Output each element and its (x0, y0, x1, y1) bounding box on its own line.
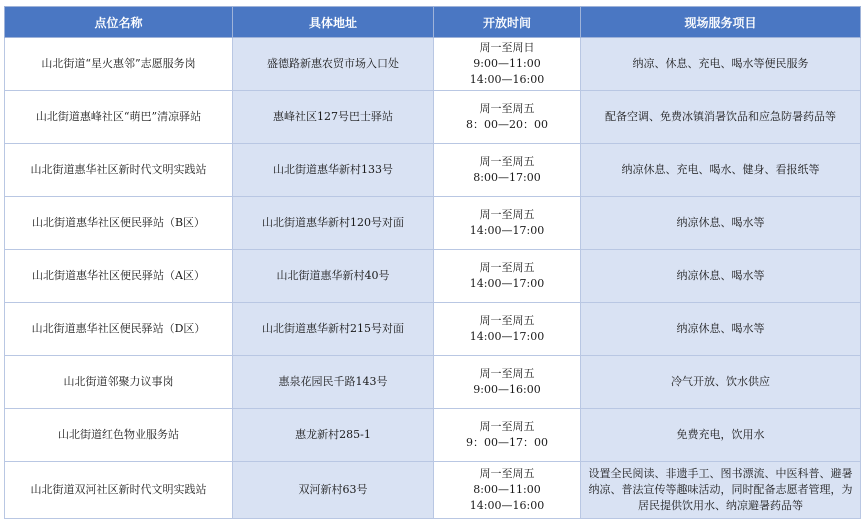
hours-slot: 14:00—17:00 (469, 224, 545, 237)
station-name: 山北街道惠华社区便民驿站（D区） (5, 303, 233, 356)
header-hours: 开放时间 (434, 7, 581, 38)
station-hours (434, 303, 581, 356)
station-services: 纳凉休息、喝水等 (581, 303, 861, 356)
table-row (5, 91, 861, 144)
service-station-table (4, 6, 861, 519)
station-hours (434, 409, 581, 462)
table-row (5, 356, 861, 409)
station-services: 纳凉休息、充电、喝水、健身、看报纸等 (581, 144, 861, 197)
station-address: 山北街道惠华新村40号 (233, 250, 434, 303)
hours-days: 周一至周五 (479, 261, 535, 274)
hours-slot: 14:00—17:00 (469, 277, 545, 290)
hours-days: 周一至周日 (479, 41, 535, 54)
station-name: 山北街道惠华社区便民驿站（A区） (5, 250, 233, 303)
table-row (5, 409, 861, 462)
station-name: 山北街道“星火惠邻”志愿服务岗 (5, 38, 233, 91)
hours-slot: 14:00—16:00 (469, 73, 545, 86)
header-address: 具体地址 (233, 7, 434, 38)
station-services: 配备空调、免费冰镇消暑饮品和应急防暑药品等 (581, 91, 861, 144)
station-services: 冷气开放、饮水供应 (581, 356, 861, 409)
station-services: 免费充电，饮用水 (581, 409, 861, 462)
hours-slot: 14:00—17:00 (469, 330, 545, 343)
station-services: 设置全民阅读、非遗手工、图书漂流、中医科普、避暑纳凉、普法宣传等趣味活动，同时配备志愿者管理，为居民提供饮用水、纳凉避暑药品等 (581, 462, 861, 519)
station-name: 山北街道惠华社区新时代文明实践站 (5, 144, 233, 197)
hours-slot: 8:00—17:00 (473, 171, 541, 184)
table-row (5, 144, 861, 197)
station-address: 山北街道惠华新村120号对面 (233, 197, 434, 250)
station-address: 惠峰社区127号巴士驿站 (233, 91, 434, 144)
station-name: 山北街道红色物业服务站 (5, 409, 233, 462)
station-hours (434, 38, 581, 91)
station-address: 惠泉花园民千路143号 (233, 356, 434, 409)
hours-slot: 9：00—17：00 (466, 436, 548, 449)
station-hours (434, 462, 581, 519)
hours-days: 周一至周五 (479, 467, 535, 480)
header-services: 现场服务项目 (581, 7, 861, 38)
station-name: 山北街道双河社区新时代文明实践站 (5, 462, 233, 519)
station-address: 双河新村63号 (233, 462, 434, 519)
hours-days: 周一至周五 (479, 314, 535, 327)
hours-days: 周一至周五 (479, 420, 535, 433)
hours-slot: 9:00—16:00 (473, 383, 541, 396)
table-row (5, 303, 861, 356)
station-address: 盛德路新惠农贸市场入口处 (233, 38, 434, 91)
hours-slot: 14:00—16:00 (469, 499, 545, 512)
header-name: 点位名称 (5, 7, 233, 38)
table-row (5, 197, 861, 250)
hours-slot: 8:00—11:00 (473, 483, 541, 496)
station-hours (434, 250, 581, 303)
station-name: 山北街道邻聚力议事岗 (5, 356, 233, 409)
hours-days: 周一至周五 (479, 208, 535, 221)
station-address: 山北街道惠华新村133号 (233, 144, 434, 197)
station-hours (434, 197, 581, 250)
station-services: 纳凉休息、喝水等 (581, 250, 861, 303)
table-row (5, 250, 861, 303)
hours-days: 周一至周五 (479, 367, 535, 380)
station-services: 纳凉休息、喝水等 (581, 197, 861, 250)
table-header-row (5, 7, 861, 38)
hours-days: 周一至周五 (479, 102, 535, 115)
station-hours (434, 144, 581, 197)
station-hours (434, 91, 581, 144)
hours-days: 周一至周五 (479, 155, 535, 168)
station-name: 山北街道惠峰社区“萌巴”清凉驿站 (5, 91, 233, 144)
hours-slot: 8：00—20：00 (466, 118, 548, 131)
table-row (5, 38, 861, 91)
hours-slot: 9:00—11:00 (473, 57, 541, 70)
station-name: 山北街道惠华社区便民驿站（B区） (5, 197, 233, 250)
station-address: 山北街道惠华新村215号对面 (233, 303, 434, 356)
station-address: 惠龙新村285-1 (233, 409, 434, 462)
station-hours (434, 356, 581, 409)
station-services: 纳凉、休息、充电、喝水等便民服务 (581, 38, 861, 91)
table-row (5, 462, 861, 519)
